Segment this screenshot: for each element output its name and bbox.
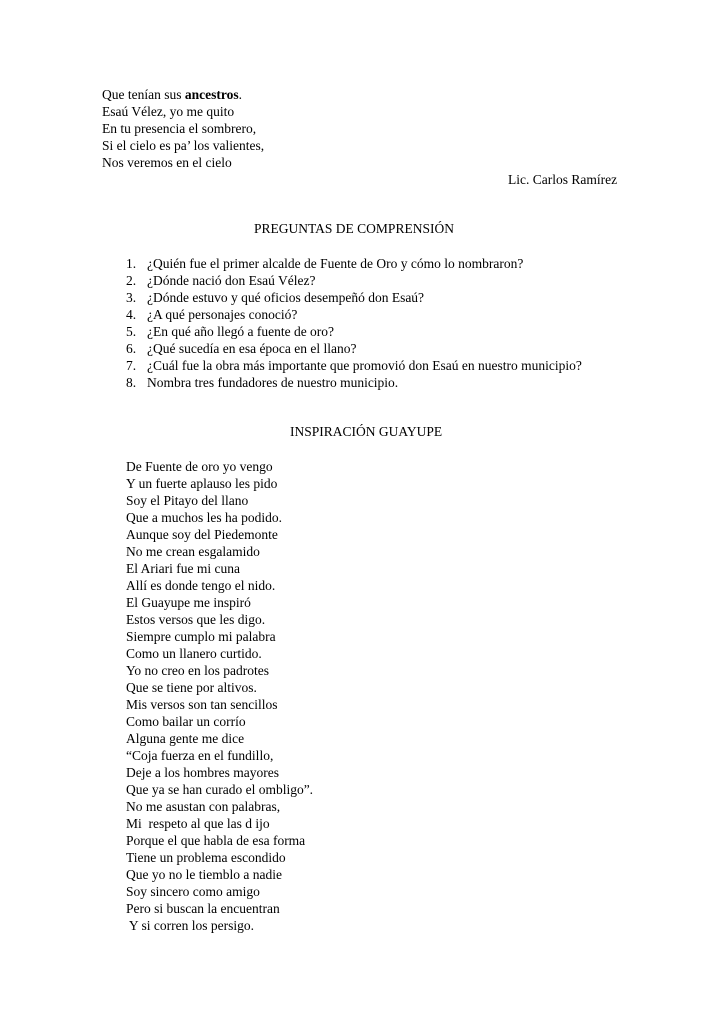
question-text: ¿En qué año llegó a fuente de oro? bbox=[147, 324, 335, 339]
poem-line: “Coja fuerza en el fundillo, bbox=[126, 748, 274, 763]
poem-line: No me crean esgalamido bbox=[126, 544, 260, 559]
poem-line: No me asustan con palabras, bbox=[126, 799, 281, 814]
questions-heading: PREGUNTAS DE COMPRENSIÓN bbox=[254, 221, 454, 236]
question-text: ¿Dónde estuvo y qué oficios desempeñó don Esaú? bbox=[147, 290, 425, 305]
poem-line: Mi respeto al que las d ijo bbox=[126, 816, 270, 831]
poem-line: Que ya se han curado el ombligo”. bbox=[126, 782, 314, 797]
question-text: ¿Qué sucedía en esa época en el llano? bbox=[147, 341, 357, 356]
poem-line: Y un fuerte aplauso les pido bbox=[126, 476, 278, 491]
poem-line: Deje a los hombres mayores bbox=[126, 765, 279, 780]
poem-line: Tiene un problema escondido bbox=[126, 850, 286, 865]
intro-line-1-prefix: Que tenían sus bbox=[102, 87, 185, 102]
poem-line: El Ariari fue mi cuna bbox=[126, 561, 240, 576]
poem-line: Siempre cumplo mi palabra bbox=[126, 629, 276, 644]
poem-title: INSPIRACIÓN GUAYUPE bbox=[290, 424, 443, 439]
poem-line: Yo no creo en los padrotes bbox=[126, 663, 269, 678]
intro-line-1 bbox=[102, 86, 242, 103]
poem-line: Que se tiene por altivos. bbox=[126, 680, 257, 695]
poem-line: Que yo no le tiemblo a nadie bbox=[126, 867, 282, 882]
intro-line-1-suffix: . bbox=[238, 87, 242, 102]
poem-line: Como un llanero curtido. bbox=[126, 646, 262, 661]
question-number: 6. bbox=[126, 341, 137, 356]
intro-line: Esaú Vélez, yo me quito bbox=[102, 104, 235, 119]
question-text: ¿Cuál fue la obra más importante que promovió don Esaú en nuestro municipio? bbox=[147, 358, 582, 373]
poem-line: Aunque soy del Piedemonte bbox=[126, 527, 278, 542]
question-text: Nombra tres fundadores de nuestro municipio. bbox=[147, 375, 399, 390]
poem-line: El Guayupe me inspiró bbox=[126, 595, 251, 610]
poem-line: Estos versos que les digo. bbox=[126, 612, 266, 627]
question-number: 8. bbox=[126, 375, 137, 390]
poem-line: Alguna gente me dice bbox=[126, 731, 245, 746]
poem-line: Porque el que habla de esa forma bbox=[126, 833, 306, 848]
intro-line-1-bold: ancestros bbox=[184, 87, 239, 102]
question-text: ¿Quién fue el primer alcalde de Fuente de Oro y cómo lo nombraron? bbox=[147, 256, 524, 271]
question-text: ¿A qué personajes conoció? bbox=[147, 307, 298, 322]
question-number: 1. bbox=[126, 256, 137, 271]
question-number: 7. bbox=[126, 358, 137, 373]
poem-line: Mis versos son tan sencillos bbox=[126, 697, 278, 712]
poem-line: Soy sincero como amigo bbox=[126, 884, 260, 899]
question-number: 3. bbox=[126, 290, 137, 305]
poem-line: Soy el Pitayo del llano bbox=[126, 493, 249, 508]
question-number: 2. bbox=[126, 273, 137, 288]
question-text: ¿Dónde nació don Esaú Vélez? bbox=[147, 273, 316, 288]
question-number: 4. bbox=[126, 307, 137, 322]
intro-line: Si el cielo es pa’ los valientes, bbox=[102, 138, 265, 153]
intro-line: Nos veremos en el cielo bbox=[102, 155, 232, 170]
poem-line: De Fuente de oro yo vengo bbox=[126, 459, 273, 474]
poem-line: Como bailar un corrío bbox=[126, 714, 246, 729]
poem-line: Pero si buscan la encuentran bbox=[126, 901, 280, 916]
poem-line: Allí es donde tengo el nido. bbox=[126, 578, 276, 593]
poem-line: Que a muchos les ha podido. bbox=[126, 510, 282, 525]
signature: Lic. Carlos Ramírez bbox=[508, 172, 618, 187]
question-number: 5. bbox=[126, 324, 137, 339]
intro-line: En tu presencia el sombrero, bbox=[102, 121, 257, 136]
poem-line: Y si corren los persigo. bbox=[126, 918, 254, 933]
